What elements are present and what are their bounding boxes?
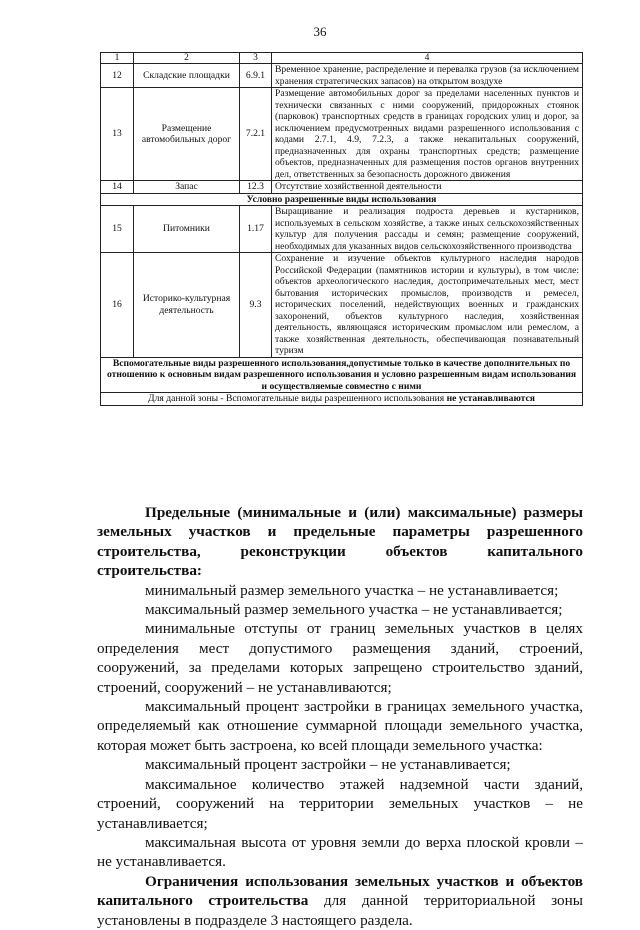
section-row bbox=[101, 393, 583, 406]
use-code: 1.17 bbox=[240, 206, 272, 253]
table-header-row bbox=[101, 53, 583, 64]
auxiliary-note-text: Для данной зоны - Вспомогательные виды разрешенного использования bbox=[148, 393, 447, 404]
paragraph: минимальные отступы от границ земельных участков в целях определения мест допустимого размещения зданий, строений, сооружений, за пределами которых запрещено строительство зданий, строений, сооружений – не устанавливаются; bbox=[97, 620, 583, 696]
use-description: Отсутствие хозяйственной деятельности bbox=[272, 181, 583, 194]
row-number: 13 bbox=[101, 88, 134, 181]
table-row bbox=[101, 64, 583, 88]
table-row bbox=[101, 206, 583, 253]
use-description: Выращивание и реализация подроста деревьев и кустарников, используемых в сельском хозяйстве, а также иных сельскохозяйственных культур для получения рассады и семян; размещение сооружений, необходимых для указанных видов сельскохозяйственного производства bbox=[272, 206, 583, 253]
row-number: 16 bbox=[101, 253, 134, 358]
auxiliary-note-bold: не устанавливаются bbox=[446, 393, 535, 404]
restrictions-bold: Ограничения использования земельных участков и объектов капитального строительства bbox=[97, 872, 583, 910]
paragraph-restrictions bbox=[97, 872, 583, 930]
auxiliary-note bbox=[101, 393, 583, 406]
table-row bbox=[101, 88, 583, 181]
use-name: Историко-культурная деятельность bbox=[134, 253, 240, 358]
paragraph: максимальный процент застройки – не устанавливается; bbox=[145, 756, 511, 774]
header-cell: 1 bbox=[101, 53, 134, 64]
paragraph: максимальный процент застройки в границах земельного участка, определяемый как отношение суммарной площади земельного участка, которая может быть застроена, ко всей площади земельного участка: bbox=[97, 698, 583, 754]
use-code: 12.3 bbox=[240, 181, 272, 194]
land-use-table bbox=[100, 52, 583, 406]
table-row bbox=[101, 253, 583, 358]
page-number: 36 bbox=[313, 24, 327, 39]
section-row bbox=[101, 357, 583, 393]
use-name: Запас bbox=[134, 181, 240, 194]
use-description: Сохранение и изучение объектов культурного наследия народов Российской Федерации (памятников истории и культуры), в том числе: объектов археологического наследия, достопримечательных мест, мест бытования исторических промыслов, производств и ремесел, исторических поселений, недействующих военных и гражданских захоронений, объектов культурного наследия, хозяйственная деятельность, являющаяся историческим промыслом или ремеслом, а также хозяйственная деятельность, обеспечивающая познавательный туризм bbox=[272, 253, 583, 358]
section-heading bbox=[97, 503, 583, 581]
section-conditional-title: Условно разрешенные виды использования bbox=[101, 193, 583, 206]
table-row bbox=[101, 181, 583, 194]
section-row bbox=[101, 193, 583, 206]
row-number: 14 bbox=[101, 181, 134, 194]
use-name: Складские площадки bbox=[134, 64, 240, 88]
use-description: Размещение автомобильных дорог за пределами населенных пунктов и технически связанных с ними сооружений, придорожных стоянок (парковок) транспортных средств в границах городских улиц и дорог, за исключением предусмотренных видами разрешенного использования с кодами 2.7.1, 4.9, 7.2.3, а также некапитальных сооружений, предназначенных для охраны транспортных средств; размещение объектов, предназначенных для размещения постов органов внутренних дел, ответственных за безопасность дорожного движения bbox=[272, 88, 583, 181]
restrictions-rest: для данной территориальной зоны установлены в подразделе 3 настоящего раздела. bbox=[97, 892, 583, 929]
header-cell: 2 bbox=[134, 53, 240, 64]
paragraph: максимальная высота от уровня земли до верха плоской кровли – не устанавливается. bbox=[97, 833, 583, 871]
use-code: 6.9.1 bbox=[240, 64, 272, 88]
use-name: Питомники bbox=[134, 206, 240, 253]
row-number: 15 bbox=[101, 206, 134, 253]
use-code: 9.3 bbox=[240, 253, 272, 358]
use-code: 7.2.1 bbox=[240, 88, 272, 181]
use-name: Размещение автомобильных дорог bbox=[134, 88, 240, 181]
header-cell: 4 bbox=[272, 53, 583, 64]
use-description: Временное хранение, распределение и перевалка грузов (за исключением хранения стратегических запасов) на открытом воздухе bbox=[272, 64, 583, 88]
paragraph: минимальный размер земельного участка – не устанавливается; bbox=[145, 581, 559, 599]
section-heading-text: Предельные (минимальные и (или) максимальные) размеры земельных участков и предельные параметры разрешенного строительства, реконструкции объектов капитального строительства: bbox=[97, 504, 583, 580]
section-auxiliary-title: Вспомогательные виды разрешенного использования,допустимые только в качестве дополнительных по отношению к основным видам разрешенного использования и условно разрешенным видам использования и осуществляемые совместно с ними bbox=[101, 357, 583, 393]
body-text bbox=[97, 503, 583, 930]
row-number: 12 bbox=[101, 64, 134, 88]
header-cell: 3 bbox=[240, 53, 272, 64]
paragraph: максимальный размер земельного участка – не устанавливается; bbox=[145, 601, 563, 619]
paragraph: максимальное количество этажей надземной части зданий, строений, сооружений на территории земельных участков – не устанавливается; bbox=[97, 775, 583, 832]
